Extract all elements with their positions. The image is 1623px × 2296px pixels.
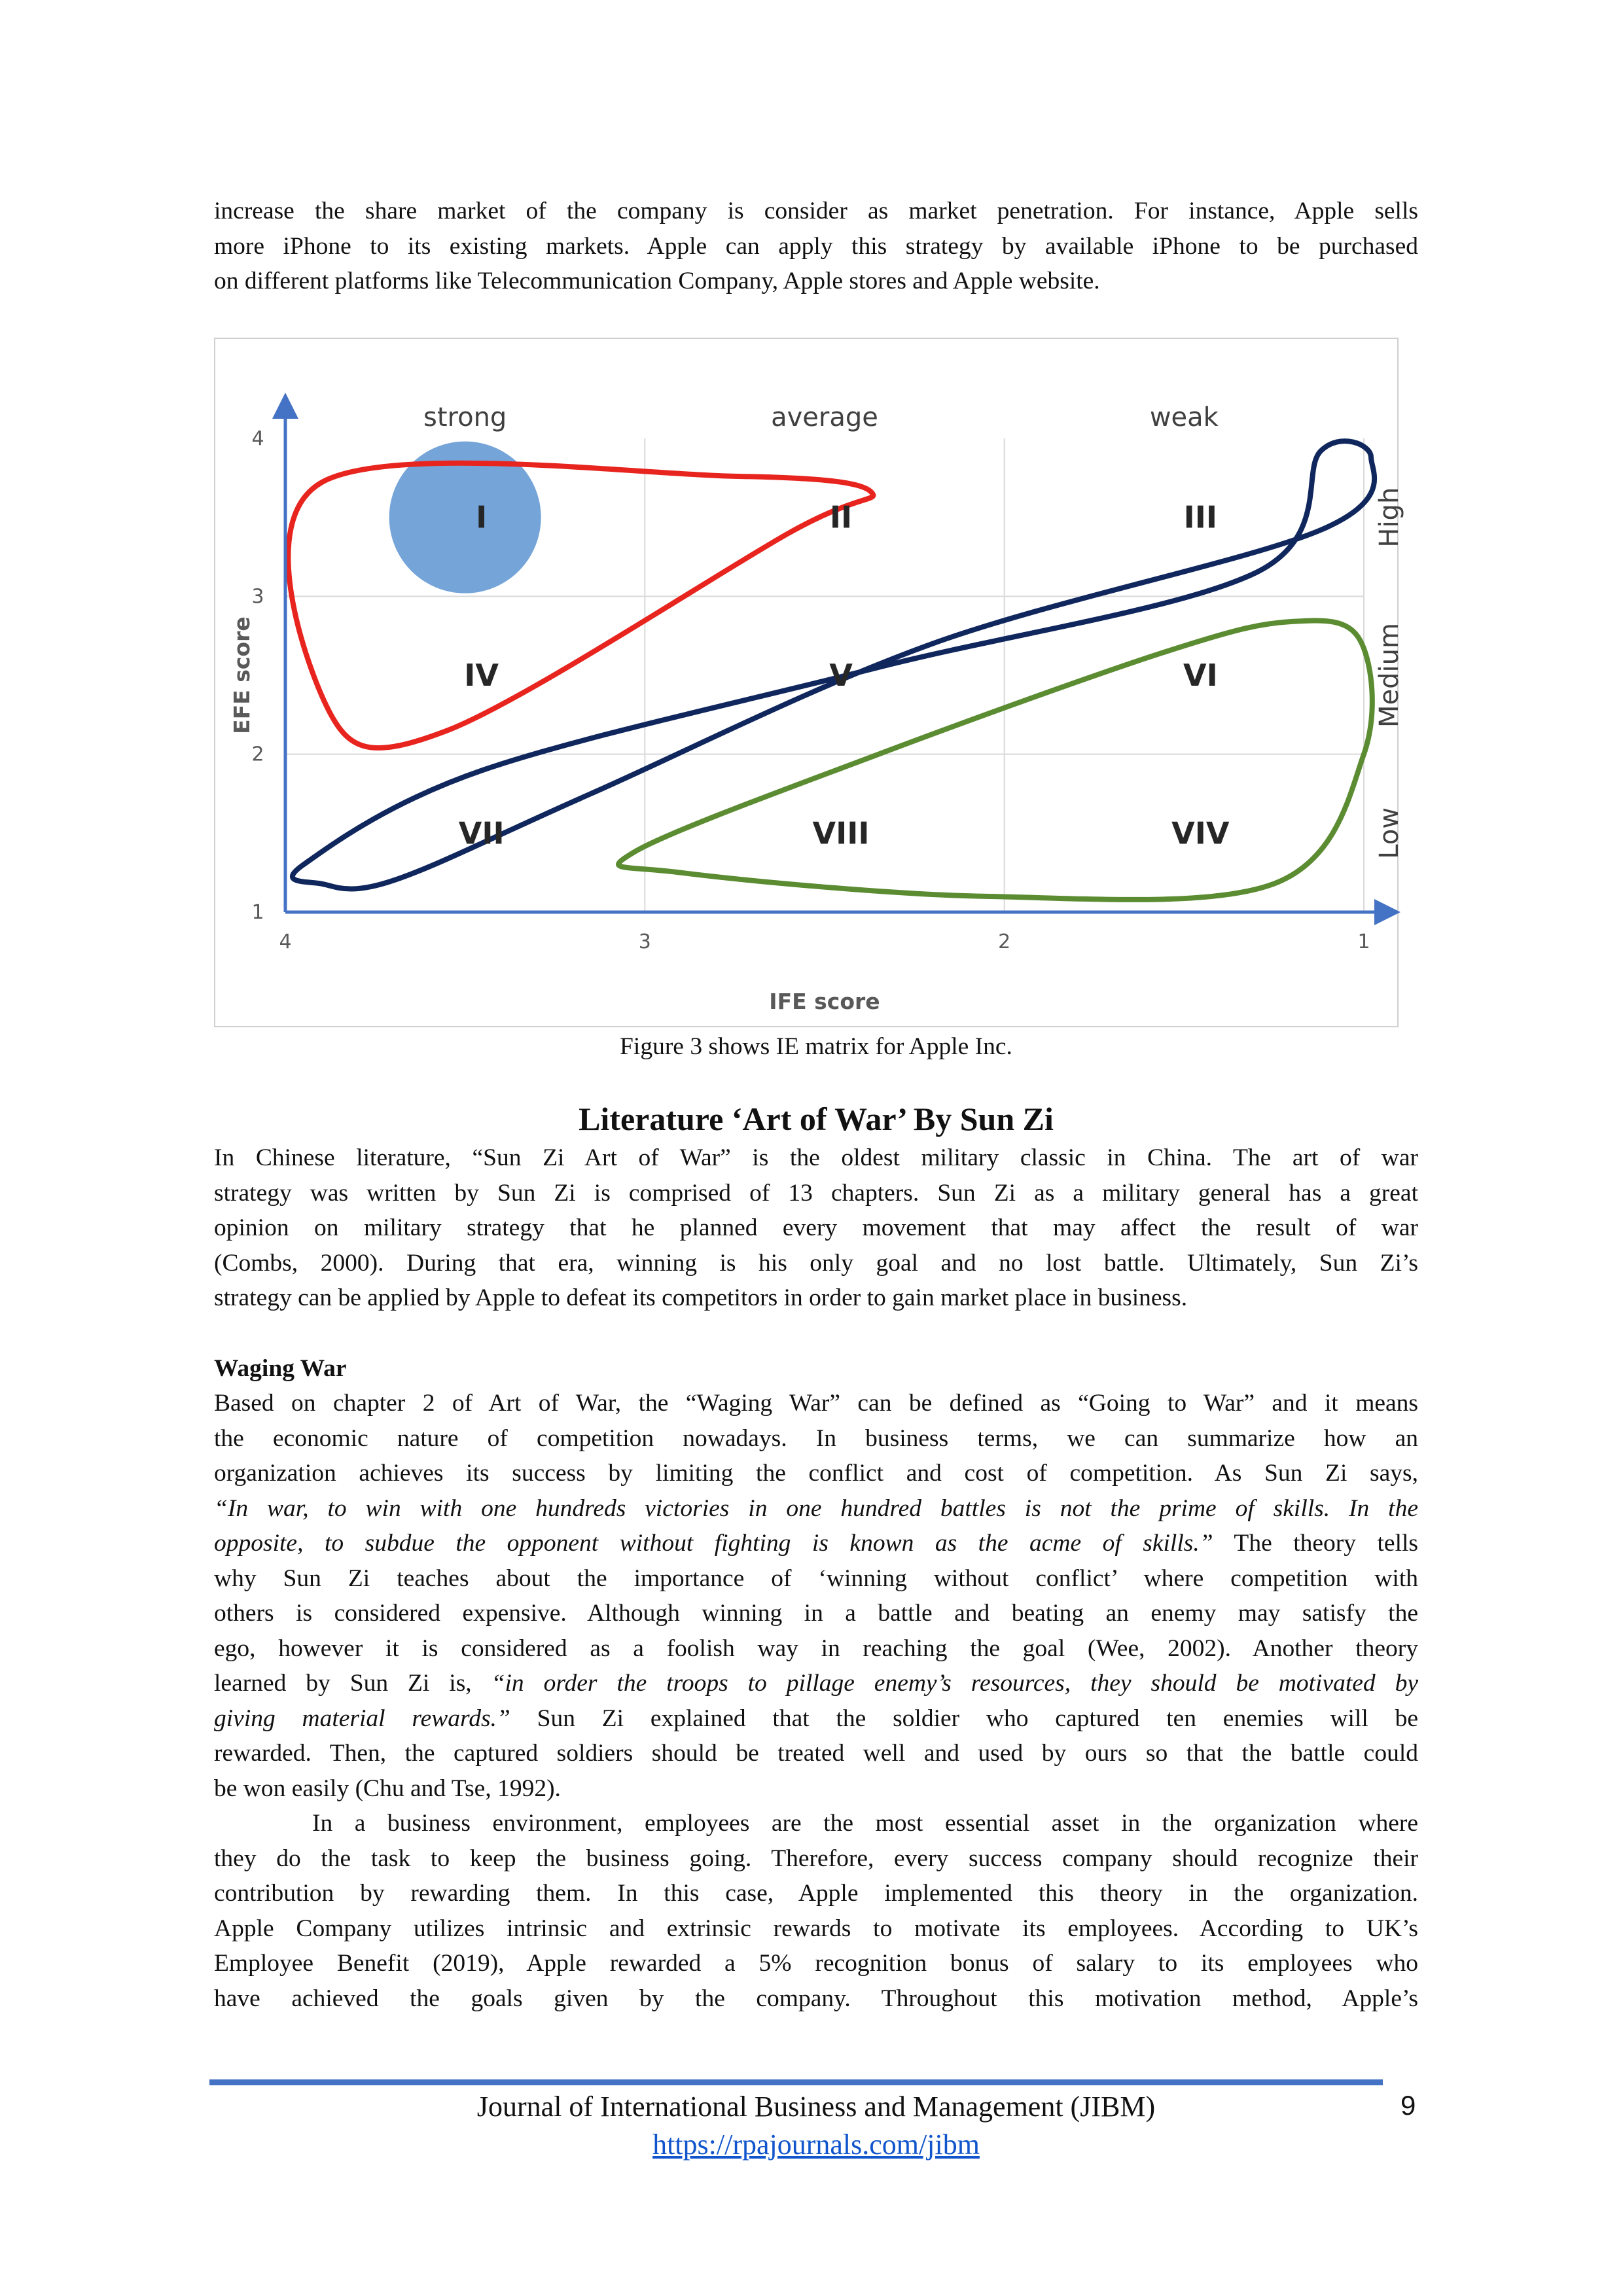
business-paragraph — [214, 1806, 1418, 2016]
business-line: contribution by rewarding them. In this case, Apple implemented this theory in the organization. — [214, 1880, 1418, 1907]
cell-label: VI — [1183, 658, 1218, 693]
cell-label: IV — [464, 658, 499, 693]
waging-line: Based on chapter 2 of Art of War, the “Waging War” can be defined as “Going to War” and it means — [214, 1390, 1418, 1417]
waging-line: why Sun Zi teaches about the importance of ‘winning without conflict’ where competition with — [214, 1564, 1418, 1592]
waging-line: the economic nature of competition nowadays. In business terms, we can summarize how an — [214, 1424, 1418, 1452]
x-axis-title: IFE score — [769, 989, 880, 1014]
y-tick-label: 4 — [251, 427, 264, 450]
ie-matrix-figure — [214, 338, 1404, 1027]
cell-label: I — [476, 499, 488, 535]
x-tick-label: 1 — [1357, 930, 1370, 953]
cell-label: III — [1183, 499, 1218, 535]
waging-line — [214, 1701, 1418, 1737]
intro-line: more iPhone to its existing markets. Apple can apply this strategy by available iPhone to be purchased — [214, 232, 1418, 260]
waging-war-paragraph — [214, 1386, 1418, 1806]
waging-line: ego, however it is considered as a foolish way in reaching the goal (Wee, 2002). Another theory — [214, 1634, 1418, 1662]
waging-line: others is considered expensive. Although winning in a battle and beating an enemy may satisfy the — [214, 1600, 1418, 1627]
business-line: Apple Company utilizes intrinsic and extrinsic rewards to motivate its employees. According to UK’s — [214, 1915, 1418, 1942]
intro-line: on different platforms like Telecommunication Company, Apple stores and Apple website. — [214, 268, 1100, 294]
row-label: Medium — [1374, 623, 1404, 728]
intro-paragraph — [214, 194, 1418, 299]
business-line: they do the task to keep the business going. Therefore, every success company should recognize their — [214, 1845, 1418, 1872]
cell-label: V — [829, 658, 853, 693]
waging-line: be won easily (Chu and Tse, 1992). — [214, 1775, 561, 1802]
y-tick-label: 3 — [251, 585, 264, 609]
waging-text: learned by Sun Zi is, — [214, 1670, 491, 1697]
business-line: Employee Benefit (2019), Apple rewarded a 5% recognition bonus of salary to its employees who — [214, 1950, 1418, 1977]
cell-label: II — [829, 499, 853, 535]
column-label: weak — [1149, 402, 1219, 433]
cell-label: VIII — [812, 815, 870, 851]
ie-matrix-chart — [215, 339, 1404, 1029]
literature-line: In Chinese literature, “Sun Zi Art of War” is the oldest military classic in China. The art of war — [214, 1144, 1418, 1171]
y-tick-label: 1 — [251, 901, 264, 924]
quote-text: “In war, to win with one hundreds victories in one hundred battles is not the prime of skills. In the — [214, 1494, 1418, 1522]
cell-label: VIV — [1171, 815, 1230, 851]
quote-text: “in order the troops to pillage enemy’s resources, they should be motivated by — [491, 1670, 1418, 1697]
quote-text: opposite, to subdue the opponent without fighting is known as the acme of skills.” — [214, 1530, 1213, 1557]
footer-journal-name: Journal of International Business and Management (JIBM) — [476, 2091, 1156, 2123]
quote-text: giving material rewards.” — [214, 1704, 510, 1732]
figure-caption: Figure 3 shows IE matrix for Apple Inc. — [620, 1033, 1012, 1060]
x-tick-label: 4 — [279, 930, 292, 953]
section-title: Literature ‘Art of War’ By Sun Zi — [579, 1101, 1054, 1137]
literature-line: opinion on military strategy that he planned every movement that may affect the result of war — [214, 1214, 1418, 1241]
row-label: High — [1374, 487, 1404, 548]
page-number: 9 — [1400, 2090, 1416, 2121]
footer-journal-link[interactable]: https://rpajournals.com/jibm — [652, 2128, 980, 2161]
literature-line: (Combs, 2000). During that era, winning is his only goal and no lost battle. Ultimately, Sun Zi’s — [214, 1249, 1418, 1277]
literature-line: strategy can be applied by Apple to defeat its competitors in order to gain market place in business. — [214, 1284, 1188, 1311]
cell-label: VII — [458, 815, 505, 851]
waging-line — [214, 1666, 1418, 1701]
business-line: have achieved the goals given by the company. Throughout this motivation method, Apple’s — [214, 1985, 1418, 2012]
waging-text: Sun Zi explained that the soldier who captured ten enemies will be — [510, 1704, 1418, 1732]
region-outline-3 — [618, 620, 1372, 899]
row-label: Low — [1374, 807, 1404, 859]
y-axis-title: EFE score — [229, 616, 255, 734]
column-label: strong — [423, 402, 507, 433]
waging-war-heading: Waging War — [214, 1355, 347, 1382]
waging-line: rewarded. Then, the captured soldiers should be treated well and used by ours so that the battle could — [214, 1740, 1418, 1767]
x-tick-label: 2 — [998, 930, 1011, 953]
footer-divider — [209, 2079, 1383, 2085]
y-tick-label: 2 — [251, 743, 264, 766]
waging-line: organization achieves its success by limiting the conflict and cost of competition. As Sun Zi says, — [214, 1460, 1418, 1487]
waging-line — [214, 1491, 1418, 1527]
literature-line: strategy was written by Sun Zi is comprised of 13 chapters. Sun Zi as a military general has a great — [214, 1179, 1418, 1207]
column-label: average — [771, 402, 878, 433]
intro-line: increase the share market of the company is consider as market penetration. For instance, Apple sells — [214, 198, 1418, 224]
business-line: In a business environment, employees are the most essential asset in the organization where — [312, 1810, 1418, 1837]
literature-paragraph — [214, 1140, 1418, 1316]
x-tick-label: 3 — [638, 930, 651, 953]
waging-line — [214, 1526, 1418, 1561]
waging-text: The theory tells — [1213, 1530, 1419, 1557]
